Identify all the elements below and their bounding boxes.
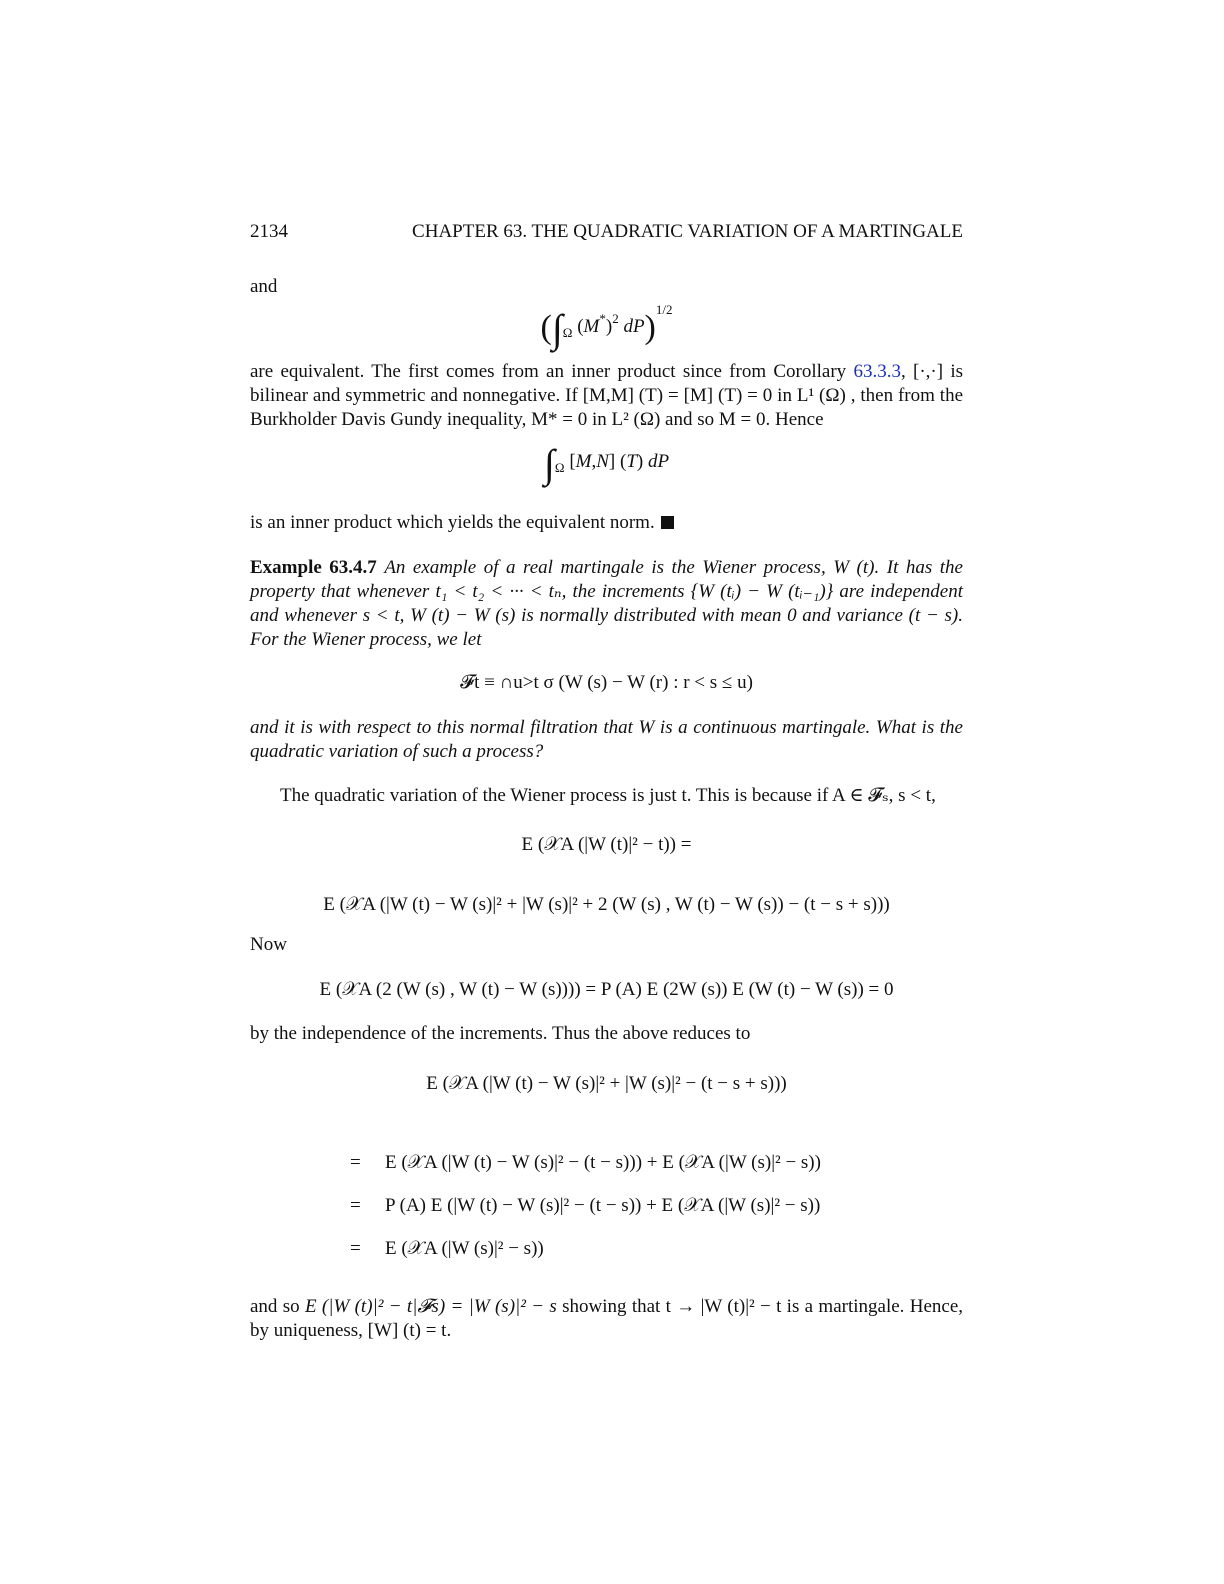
text-now: Now (250, 934, 287, 955)
paragraph-independence: by the independence of the increments. Thus the above reduces to (250, 1023, 751, 1044)
paragraph-equivalence: are equivalent. The first comes from an inner product since from Corollary 63.3.3, [·,·] is bilinear and symmetric and nonnegative. If [M,M] (T) = [M] (T) = 0 in L¹ (Ω) , then from the Burkholder Davis Gundy inequality, M* = 0 in L² (Ω) and so M = 0. Hence (250, 361, 964, 430)
equals-sign: = (350, 1195, 361, 1216)
example-63-4-7 (250, 556, 963, 652)
page-number: 2134 (250, 221, 288, 242)
paragraph-conclusion: and so E (|W (t)|² − t|𝓕s) = |W (s)|² − s showing that t → |W (t)|² − t is a martingale. Hence, by uniqueness, [W] (t) = t. (250, 1296, 963, 1341)
equation-e4: E (𝒳A (|W (t) − W (s)|² + |W (s)|² − (t − s + s))) (426, 1073, 787, 1094)
chapter-title: CHAPTER 63. THE QUADRATIC VARIATION OF A MARTINGALE (412, 221, 963, 242)
example-label: Example 63.4.7 (250, 557, 377, 578)
text-and: and (250, 276, 278, 297)
equation-e6: P (A) E (|W (t) − W (s)|² − (t − s)) + E (𝒳A (|W (s)|² − s)) (385, 1195, 821, 1216)
equation-filtration: 𝓕t ≡ ∩u>t σ (W (s) − W (r) : r < s ≤ u) (460, 672, 753, 693)
example-body: An example of a real martingale is the Wiener process, W (t). It has the property that whenever t₁ < t₂ < ··· < tₙ, the increments {W (tᵢ) − W (tᵢ₋₁)} are independent and whenever s < t, W (t) − W (s) is normally distributed with mean 0 and variance (t − s). For the Wiener process, we let (250, 557, 963, 650)
equation-conditional: E (|W (t)|² − t|𝓕s) = |W (s)|² − s (304, 1296, 557, 1317)
equation-e1: E (𝒳A (|W (t)|² − t)) = (521, 834, 692, 855)
equals-sign: = (350, 1152, 361, 1173)
paragraph-inner-product: is an inner product which yields the equivalent norm. (250, 511, 963, 535)
equation-e5: E (𝒳A (|W (t) − W (s)|² − (t − s))) + E (𝒳A (|W (s)|² − s)) (385, 1152, 821, 1173)
qed-symbol (661, 516, 674, 529)
equals-sign: = (350, 1238, 361, 1259)
equation-e7: E (𝒳A (|W (s)|² − s)) (385, 1238, 544, 1259)
example-question: and it is with respect to this normal filtration that W is a continuous martingale. What is the quadratic variation of such a process? (250, 717, 963, 762)
paragraph-quadratic-variation: The quadratic variation of the Wiener process is just t. This is because if A ∈ 𝓕ₛ, s < t, (280, 785, 936, 806)
equation-e2: E (𝒳A (|W (t) − W (s)|² + |W (s)|² + 2 (W (s) , W (t) − W (s)) − (t − s + s))) (323, 894, 890, 915)
corollary-link[interactable]: 63.3.3 (853, 361, 901, 382)
equation-norm: ($\int_\Omega$ $(M^*)^2$ dP)$^{1/2}$ (540, 302, 673, 351)
equation-inner-product: $\int_\Omega$ [M,N] (T) dP (543, 441, 670, 486)
equation-e3: E (𝒳A (2 (W (s) , W (t) − W (s)))) = P (A) E (2W (s)) E (W (t) − W (s)) = 0 (319, 979, 894, 1000)
